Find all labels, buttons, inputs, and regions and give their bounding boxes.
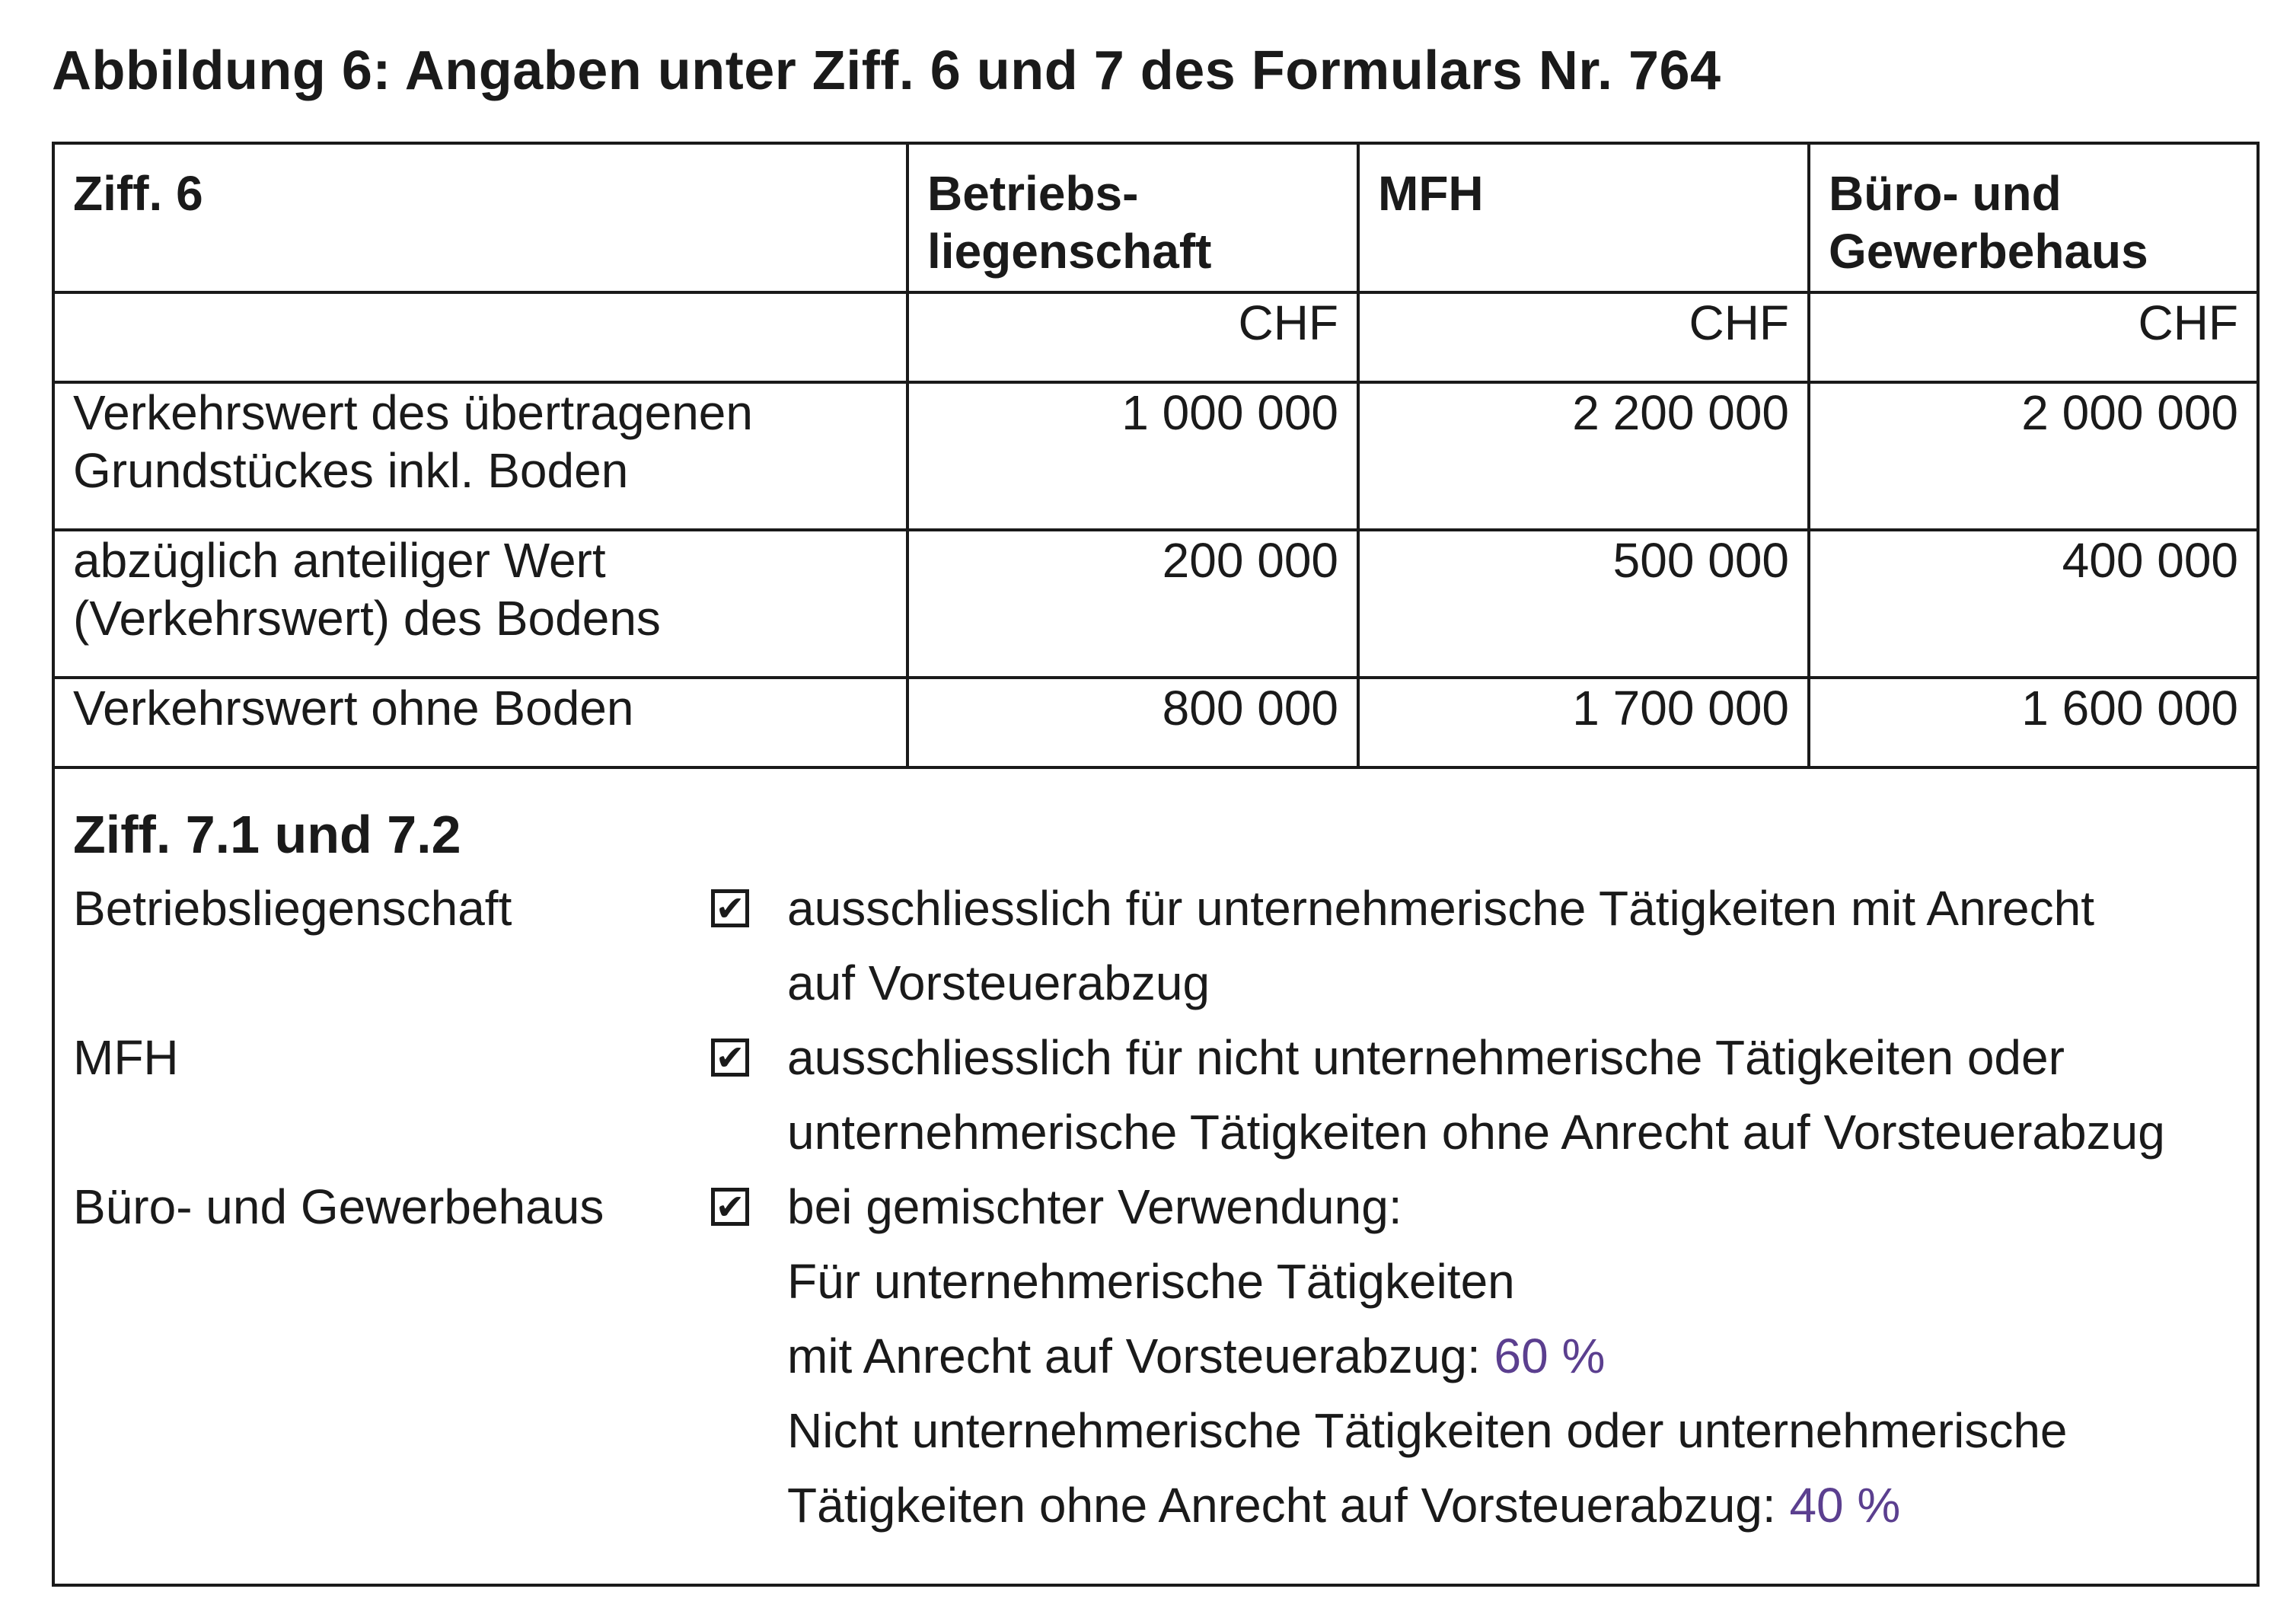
option-label: Büro- und Gewerbehaus bbox=[73, 1179, 604, 1234]
ziff7-section bbox=[73, 804, 2243, 1543]
unit-cell bbox=[55, 292, 907, 382]
header-ziff6: Ziff. 6 bbox=[55, 145, 907, 292]
option-text bbox=[787, 871, 2243, 1020]
value-cell: 800 000 bbox=[907, 678, 1358, 767]
option-line bbox=[787, 1468, 2243, 1543]
option-line: Für unternehmerische Tätigkeiten bbox=[787, 1254, 1515, 1309]
option-line bbox=[787, 1319, 2243, 1393]
percentage-value: 60 % bbox=[1494, 1329, 1606, 1383]
checkbox-checked[interactable]: ✔ bbox=[711, 889, 749, 927]
row-label: Verkehrswert des übertragenen Grundstückes inkl. Boden bbox=[55, 382, 907, 530]
option-line-text: mit Anrecht auf Vorsteuerabzug: bbox=[787, 1329, 1494, 1383]
header-mfh: MFH bbox=[1358, 145, 1809, 292]
value-cell: 1 000 000 bbox=[907, 382, 1358, 530]
row-label: Verkehrswert ohne Boden bbox=[55, 678, 907, 767]
option-mfh bbox=[73, 1020, 2243, 1169]
table-row bbox=[55, 678, 2257, 767]
row-label: abzüglich anteiliger Wert (Verkehrswert) des Bodens bbox=[55, 530, 907, 678]
value-cell: 2 000 000 bbox=[1809, 382, 2257, 530]
unit-cell: CHF bbox=[1358, 292, 1809, 382]
figure-title: Abbildung 6: Angaben unter Ziff. 6 und 7 des Formulars Nr. 764 bbox=[52, 40, 1721, 101]
option-text bbox=[787, 1020, 2243, 1169]
value-cell: 2 200 000 bbox=[1358, 382, 1809, 530]
value-cell: 1 700 000 bbox=[1358, 678, 1809, 767]
option-text bbox=[787, 1169, 2243, 1543]
header-buero-gewerbehaus: Büro- und Gewerbehaus bbox=[1809, 145, 2257, 292]
option-line: unternehmerische Tätigkeiten ohne Anrecht auf Vorsteuerabzug bbox=[787, 1105, 2165, 1160]
value-cell: 1 600 000 bbox=[1809, 678, 2257, 767]
unit-row bbox=[55, 292, 2257, 382]
value-cell: 500 000 bbox=[1358, 530, 1809, 678]
option-line: Nicht unternehmerische Tätigkeiten oder unternehmerische bbox=[787, 1403, 2068, 1458]
option-line-text: Tätigkeiten ohne Anrecht auf Vorsteuerabzug: bbox=[787, 1478, 1790, 1533]
option-label: Betriebsliegenschaft bbox=[73, 881, 512, 936]
table-row bbox=[55, 382, 2257, 530]
checkbox-checked[interactable]: ✔ bbox=[711, 1039, 749, 1077]
table-row bbox=[55, 530, 2257, 678]
ziff6-table bbox=[55, 145, 2257, 769]
option-line: auf Vorsteuerabzug bbox=[787, 956, 1210, 1010]
option-line: bei gemischter Verwendung: bbox=[787, 1179, 1402, 1234]
value-cell: 200 000 bbox=[907, 530, 1358, 678]
option-betriebsliegenschaft bbox=[73, 871, 2243, 1020]
form-frame bbox=[52, 142, 2260, 1587]
percentage-value: 40 % bbox=[1789, 1478, 1901, 1533]
option-buero-gewerbehaus bbox=[73, 1169, 2243, 1543]
checkbox-checked[interactable]: ✔ bbox=[711, 1188, 749, 1226]
header-row bbox=[55, 145, 2257, 292]
option-label: MFH bbox=[73, 1030, 179, 1085]
option-line: ausschliesslich für unternehmerische Tätigkeiten mit Anrecht bbox=[787, 881, 2094, 936]
option-line: ausschliesslich für nicht unternehmerische Tätigkeiten oder bbox=[787, 1030, 2065, 1085]
ziff7-title: Ziff. 7.1 und 7.2 bbox=[73, 805, 461, 864]
unit-cell: CHF bbox=[1809, 292, 2257, 382]
header-betriebsliegenschaft: Betriebs- liegenschaft bbox=[907, 145, 1358, 292]
value-cell: 400 000 bbox=[1809, 530, 2257, 678]
unit-cell: CHF bbox=[907, 292, 1358, 382]
